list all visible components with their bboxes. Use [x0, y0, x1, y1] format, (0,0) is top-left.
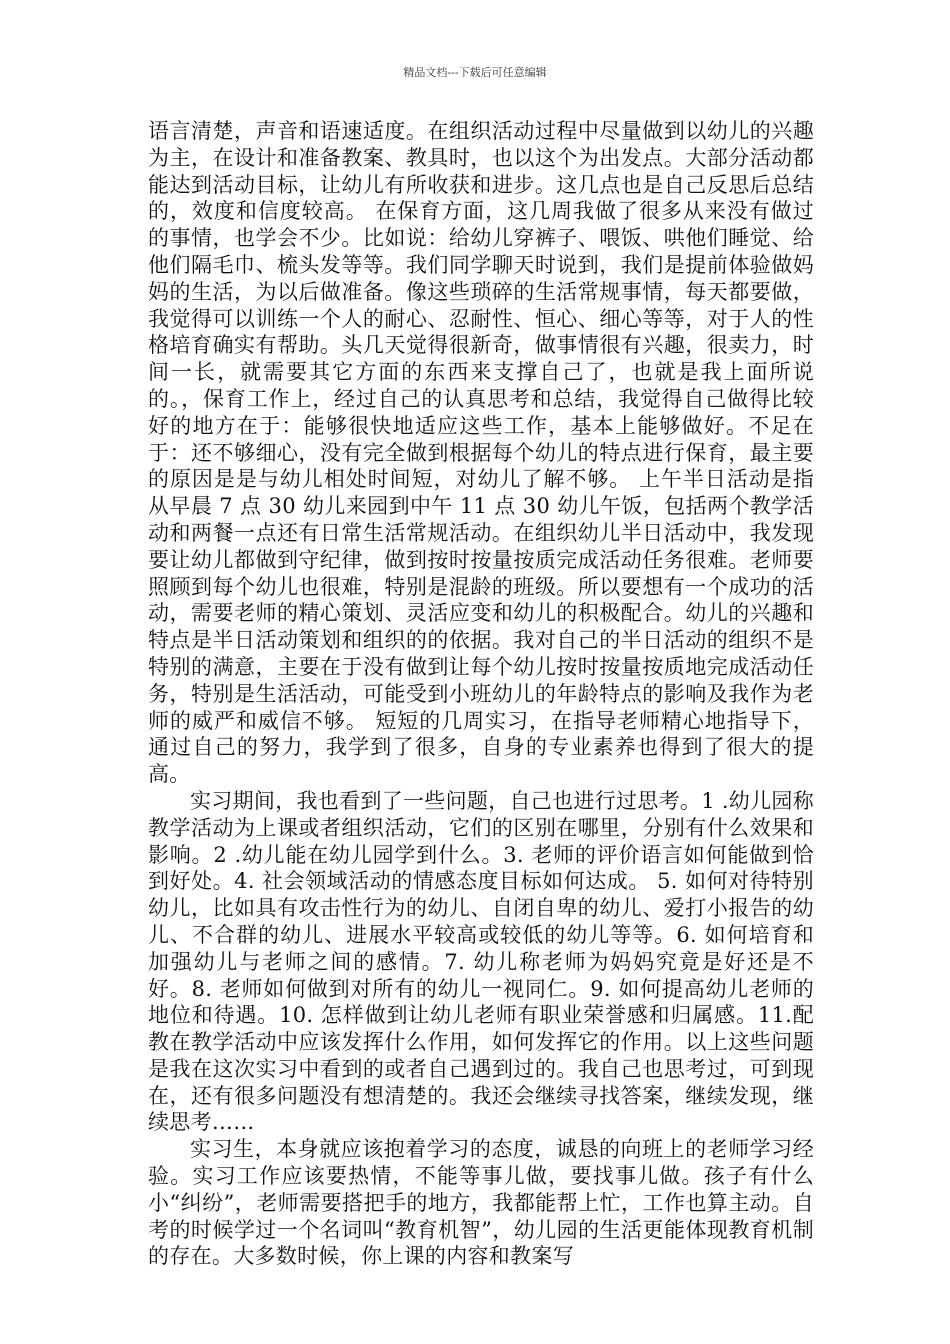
document-body	[148, 118, 814, 1270]
paragraph-1: 语言清楚，声音和语速适度。在组织活动过程中尽量做到以幼儿的兴趣为主，在设计和准备教案、教具时，也以这个为出发点。大部分活动都能达到活动目标，让幼儿有所收获和进步。这几点也是自己反思后总结的，效度和信度较高。 在保育方面，这几周我做了很多从来没有做过的事情，也学会不少。比如说：给幼儿穿裤子、喂饭、哄他们睡觉、给他们隔毛巾、梳头发等等。我们同学聊天时说到，我们是提前体验做妈妈的生活，为以后做准备。像这些琐碎的生活常规事情，每天都要做，我觉得可以训练一个人的耐心、忍耐性、恒心、细心等等，对于人的性格培育确实有帮助。头几天觉得很新奇，做事情很有兴趣，很卖力，时间一长，就需要其它方面的东西来支撑自己了，也就是我上面所说的。，保育工作上，经过自己的认真思考和总结，我觉得自己做得比较好的地方在于：能够很快地适应这些工作，基本上能够做好。不足在于：还不够细心，没有完全做到根据每个幼儿的特点进行保育，最主要的原因是是与幼儿相处时间短，对幼儿了解不够。 上午半日活动是指从早晨 7 点 30 幼儿来园到中午 11 点 30 幼儿午饭，包括两个教学活动和两餐一点还有日常生活常规活动。在组织幼儿半日活动中，我发现要让幼儿都做到守纪律，做到按时按量按质完成活动任务很难。老师要照顾到每个幼儿也很难，特别是混龄的班级。所以要想有一个成功的活动，需要老师的精心策划、灵活应变和幼儿的积极配合。幼儿的兴趣和特点是半日活动策划和组织的的依据。我对自己的半日活动的组织不是特别的满意，主要在于没有做到让每个幼儿按时按量按质地完成活动任务，特别是生活活动，可能受到小班幼儿的年龄特点的影响及我作为老师的威严和威信不够。 短短的几周实习，在指导老师精心地指导下，通过自己的努力，我学到了很多，自身的专业素养也得到了很大的提高。	[148, 119, 814, 787]
paragraph-3: 实习生，本身就应该抱着学习的态度，诚恳的向班上的老师学习经验。实习工作应该要热情，不能等事儿做，要找事儿做。孩子有什么小“纠纷”，老师需要搭把手的地方，我都能帮上忙，工作也算主动。自考的时候学过一个名词叫“教育机智”，幼儿园的生活更能体现教育机制的存在。大多数时候，你上课的内容和教案写	[148, 1137, 814, 1269]
page-header: 精品文档---下载后可任意编辑	[403, 66, 547, 79]
paragraph-2: 实习期间，我也看到了一些问题，自己也进行过思考。1 .幼儿园称教学活动为上课或者组织活动，它们的区别在哪里，分别有什么效果和影响。2 .幼儿能在幼儿园学到什么。3. 老师的评价语言如何能做到恰到好处。4. 社会领域活动的情感态度目标如何达成。 5. 如何对待特别幼儿，比如具有攻击性行为的幼儿、自闭自卑的幼儿、爱打小报告的幼儿、不合群的幼儿、进展水平较高或较低的幼儿等等。6. 如何培育和加强幼儿与老师之间的感情。7. 幼儿称老师为妈妈究竟是好还是不好。8. 老师如何做到对所有的幼儿一视同仁。9. 如何提高幼儿老师的地位和待遇。10. 怎样做到让幼儿老师有职业荣誉感和归属感。11.配教在教学活动中应该发挥什么作用，如何发挥它的作用。以上这些问题是我在这次实习中看到的或者自己遇到过的。我自己也思考过，可到现在，还有很多问题没有想清楚的。我还会继续寻找答案，继续发现，继续思考……	[148, 788, 815, 1135]
